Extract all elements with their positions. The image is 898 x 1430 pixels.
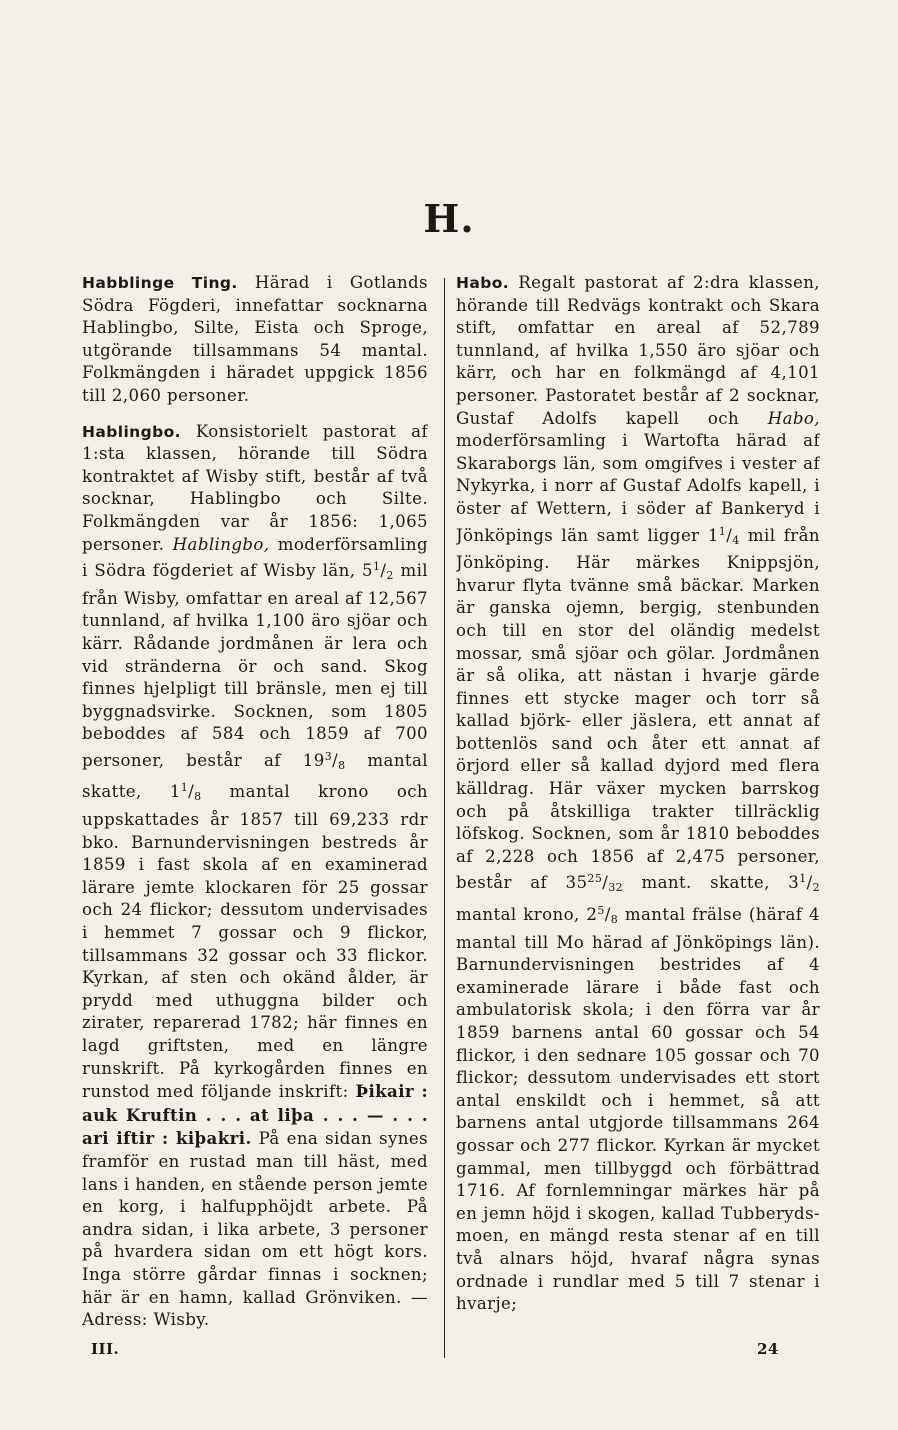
entry-text: mantal skatte, — [82, 750, 428, 802]
entry-text: Härad i Gotlands Södra Fögderi, innefattar socknarna Hablingbo, Silte, Eista och Sproge, utgörande tillsammans 54 mantal. Folkmängden i häradet uppgick 1856 till 2,060 personer. — [82, 273, 428, 405]
entry-text: moderförsamling i Södra fögderiet af Wisby län, — [82, 534, 428, 581]
headword: Habblinge Ting. — [82, 274, 238, 292]
fraction: $1^1/_8$ — [169, 781, 202, 804]
entry-habo — [456, 272, 820, 1316]
fraction: $2^5/_8$ — [586, 904, 619, 927]
headword: Hablingbo. — [82, 422, 181, 441]
signature-mark: III. — [91, 1340, 120, 1358]
entry-text: mantal krono, — [456, 905, 580, 925]
entry-text: Konsistorielt pastorat af 1:sta klassen, hörande till Södra kontraktet af Wisby stift, består af två socknar, Hablingbo och Silte. Folkmängden var år 1856: 1,065 personer. — [82, 421, 428, 554]
right-column — [456, 272, 820, 1316]
entry-text: mantal krono och uppskattades år 1857 till 69,233 rdr bko. Barnundervisningen bestreds år 1859 i fast skola af en examinerad lärare jemte klockaren för 25 gossar och 24 flickor; dessutom undervisades i hemmet 7 gossar och 9 flickor, tillsammans 32 gossar och 33 flickor. Kyrkan, af sten och okänd ålder, är prydd med uthuggna bilder och zirater, reparerad 1782; här finnes en lagd griftsten, med en längre runskrift. På kyrkogården finnes en runstod med följande inskrift: — [82, 782, 428, 1102]
entry-text: mil från Jönköping. Här märkes Knippsjön, hvarur flyta tvänne små bäckar. Marken är ganska ojemn, bergig, stenbunden och till en stor del oländig medelst mossar, små sjöar och gölar. Jordmånen är så olika, att nästan i hvarje gärde finnes ett stycke mager och torr så kallad björk- eller jäslera, ett annat af bottenlös sand och åter ett annat af örjord eller så kallad dyjord med flera källdrag. Här växer mycken barrskog och på åtskilliga trakter tillräcklig löfskog. Socknen, som år 1810 beboddes af 2,228 och 1856 af 2,475 personer, består af — [456, 525, 820, 893]
left-column — [82, 272, 428, 1332]
fraction: $19^3/_8$ — [302, 749, 346, 772]
entry-hablingbo — [82, 421, 428, 1332]
entry-habblinge-ting — [82, 272, 428, 408]
entry-text: mil från Wisby, omfattar en areal af 12,567 tunnland, af hvilka 1,100 äro sjöar och kärr. Rådande jordmånen är lera och vid stränderna ör och sand. Skog finnes hjelpligt till bränsle, men ej till byggnadsvirke. Socknen, som 1805 beboddes af 584 och 1859 af 700 personer, består af — [82, 561, 428, 770]
page-letter-heading: H. — [423, 196, 475, 241]
entry-text: mantal frälse (häraf 4 mantal till Mo härad af Jönköpings län). Barnundervisningen bestrides af 4 examinerade lärare i både fast och ambulatorisk skola; i den förra var år 1859 barnens antal 60 gossar och 54 flickor, i den sednare 105 gossar och 70 flickor; dessutom undervisades ett stort antal enskildt och i hemmet, så att barnens antal utgjorde tillsammans 264 gossar och 277 flickor. Kyrkan är mycket gammal, men tillbyggd och förbättrad 1716. Af fornlemningar märkes här på en jemn höjd i skogen, kallad Tubberyds-moen, en mängd resta stenar af en till två alnars höjd, hvaraf några synas ordnade i rundlar med 5 till 7 stenar i hvarje; — [456, 905, 820, 1314]
runic-inscription: Þikair : auk Kruftin . . . at liþa . . . — . . . ari iftir : kiþakri. — [82, 1081, 428, 1149]
fraction: $35^{25}/_{32}$ — [565, 872, 624, 895]
fraction: $1^1/_4$ — [707, 524, 740, 547]
column-divider — [444, 278, 445, 1358]
italic-term: Habo, — [767, 408, 820, 428]
entry-text: På ena sidan synes framför en rustad man till häst, med lans i handen, en stående person jemte en korg, i halfupphöjdt arbete. På andra sidan, i lika arbete, 3 personer på hvardera sidan om ett högt kors. Inga större gårdar finnas i socknen; här är en hamn, kallad Grönviken. — Adress: Wisby. — [82, 1129, 428, 1330]
fraction: $5^1/_2$ — [362, 560, 394, 583]
entry-text: mant. skatte, — [641, 873, 770, 893]
fraction: $3^1/_2$ — [788, 872, 820, 895]
entry-text: moderförsamling i Wartofta härad af Skaraborgs län, som omgifves i vester af Nykyrka, i norr af Gustaf Adolfs kapell, i öster af Wettern, i söder af Bankeryd i Jönköpings län samt ligger — [456, 431, 820, 545]
page-number: 24 — [757, 1340, 779, 1358]
headword: Habo. — [456, 274, 510, 292]
italic-term: Hablingbo, — [172, 534, 270, 554]
entry-text: Regalt pastorat af 2:dra klassen, hörande till Redvägs kontrakt och Skara stift, omfattar en areal af 52,789 tunnland, af hvilka 1,550 äro sjöar och kärr, och har en folkmängd af 4,101 personer. Pastoratet består af 2 socknar, Gustaf Adolfs kapell och — [456, 273, 820, 428]
